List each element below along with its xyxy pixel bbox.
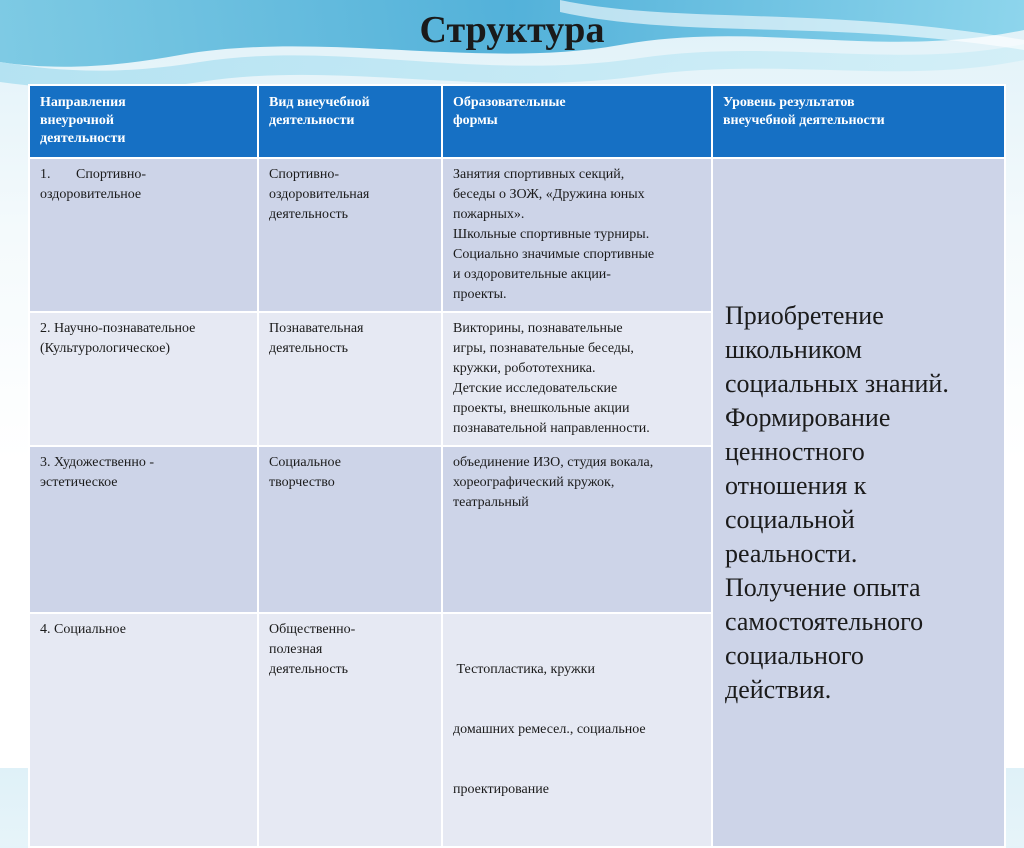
structure-table <box>28 84 1006 848</box>
direction-cell: 2. Научно-познавательное (Культурологическое) <box>29 312 258 446</box>
direction-cell: 3. Художественно - эстетическое <box>29 446 258 613</box>
result-cell: Приобретение школьником социальных знаний. Формирование ценностного отношения к социальной реальности. Получение опыта самостоятельного социального действия. <box>712 158 1005 847</box>
table-row <box>29 158 1005 312</box>
activity-cell: Общественно- полезная деятельность <box>258 613 442 847</box>
header-educational-forms: Образовательные формы <box>442 85 712 158</box>
forms-cell: Занятия спортивных секций, беседы о ЗОЖ, «Дружина юных пожарных». Школьные спортивные турниры. Социально значимые спортивные и оздоровительные акции- проекты. <box>442 158 712 312</box>
direction-cell: 4. Социальное <box>29 613 258 847</box>
activity-cell: Социальное творчество <box>258 446 442 613</box>
forms-cell: объединение ИЗО, студия вокала, хореографический кружок, театральный <box>442 446 712 613</box>
activity-cell: Познавательная деятельность <box>258 312 442 446</box>
direction-cell: 1. Спортивно- оздоровительное <box>29 158 258 312</box>
forms-cell: Викторины, познавательные игры, познавательные беседы, кружки, робототехника. Детские исследовательские проекты, внешкольные акции познавательной направленности. <box>442 312 712 446</box>
forms-cell: Тестопластика, кружки домашних ремесел., социальное проектирование <box>442 613 712 847</box>
header-directions: Направления внеурочной деятельности <box>29 85 258 158</box>
header-result-level: Уровень результатов внеучебной деятельности <box>712 85 1005 158</box>
activity-cell: Спортивно- оздоровительная деятельность <box>258 158 442 312</box>
header-activity-type: Вид внеучебной деятельности <box>258 85 442 158</box>
slide-title: Структура <box>419 9 605 51</box>
